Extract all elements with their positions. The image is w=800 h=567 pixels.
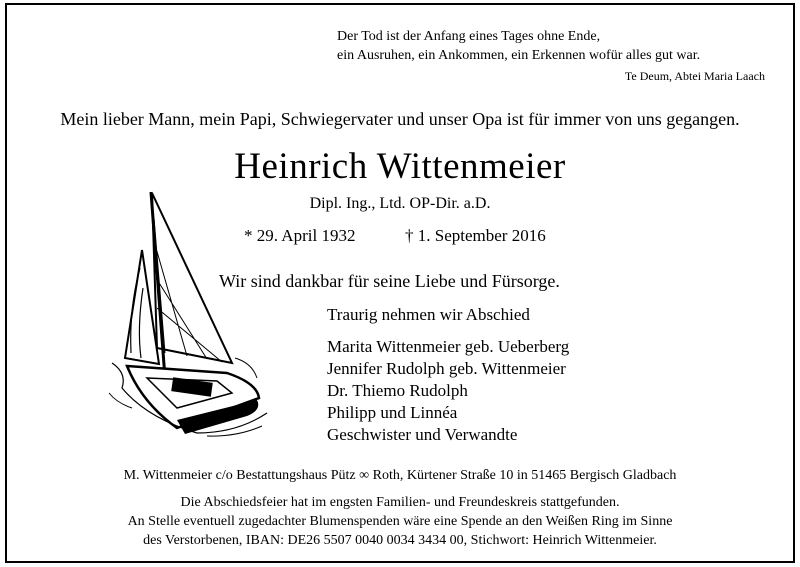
deceased-title: Dipl. Ing., Ltd. OP-Dir. a.D. — [309, 195, 491, 212]
obituary-notice — [5, 3, 795, 563]
birth-date: * 29. April 1932 — [244, 226, 356, 245]
deceased-name: Heinrich Wittenmeier — [234, 146, 566, 187]
mourner-name: Geschwister und Verwandte — [327, 425, 518, 444]
quote-source: Te Deum, Abtei Maria Laach — [624, 69, 765, 83]
mourner-name: Dr. Thiemo Rudolph — [327, 381, 468, 400]
death-date: † 1. September 2016 — [405, 226, 546, 245]
contact-address: M. Wittenmeier c/o Bestattungshaus Pütz ∞ Roth, Kürtener Straße 10 in 51465 Bergisch Gladbach — [123, 468, 677, 483]
mourner-name: Philipp und Linnéa — [327, 403, 458, 422]
notice-line-1: Die Abschiedsfeier hat im engsten Familien- und Freundeskreis stattgefunden. — [180, 495, 620, 510]
quote-block — [337, 27, 700, 65]
mourner-name: Marita Wittenmeier geb. Ueberberg — [327, 337, 570, 356]
farewell-text: Traurig nehmen wir Abschied — [327, 305, 530, 324]
quote-line-1: Der Tod ist der Anfang eines Tages ohne Ende, — [337, 29, 601, 44]
intro-text: Mein lieber Mann, mein Papi, Schwiegervater und unser Opa ist für immer von uns gegangen. — [60, 109, 740, 129]
donation-notice — [7, 493, 793, 550]
quote-line-2: ein Ausruhen, ein Ankommen, ein Erkennen wofür alles gut war. — [337, 48, 701, 63]
notice-line-2: An Stelle eventuell zugedachter Blumenspenden wäre eine Spende an den Weißen Ring im Sinne — [127, 514, 673, 529]
mourners-list — [327, 336, 569, 446]
mourner-name: Jennifer Rudolph geb. Wittenmeier — [327, 359, 566, 378]
sailboat-illustration — [107, 188, 272, 438]
thanks-text: Wir sind dankbar für seine Liebe und Fürsorge. — [219, 271, 560, 291]
notice-line-3: des Verstorbenen, IBAN: DE26 5507 0040 0034 3434 00, Stichwort: Heinrich Wittenmeier. — [143, 533, 657, 548]
